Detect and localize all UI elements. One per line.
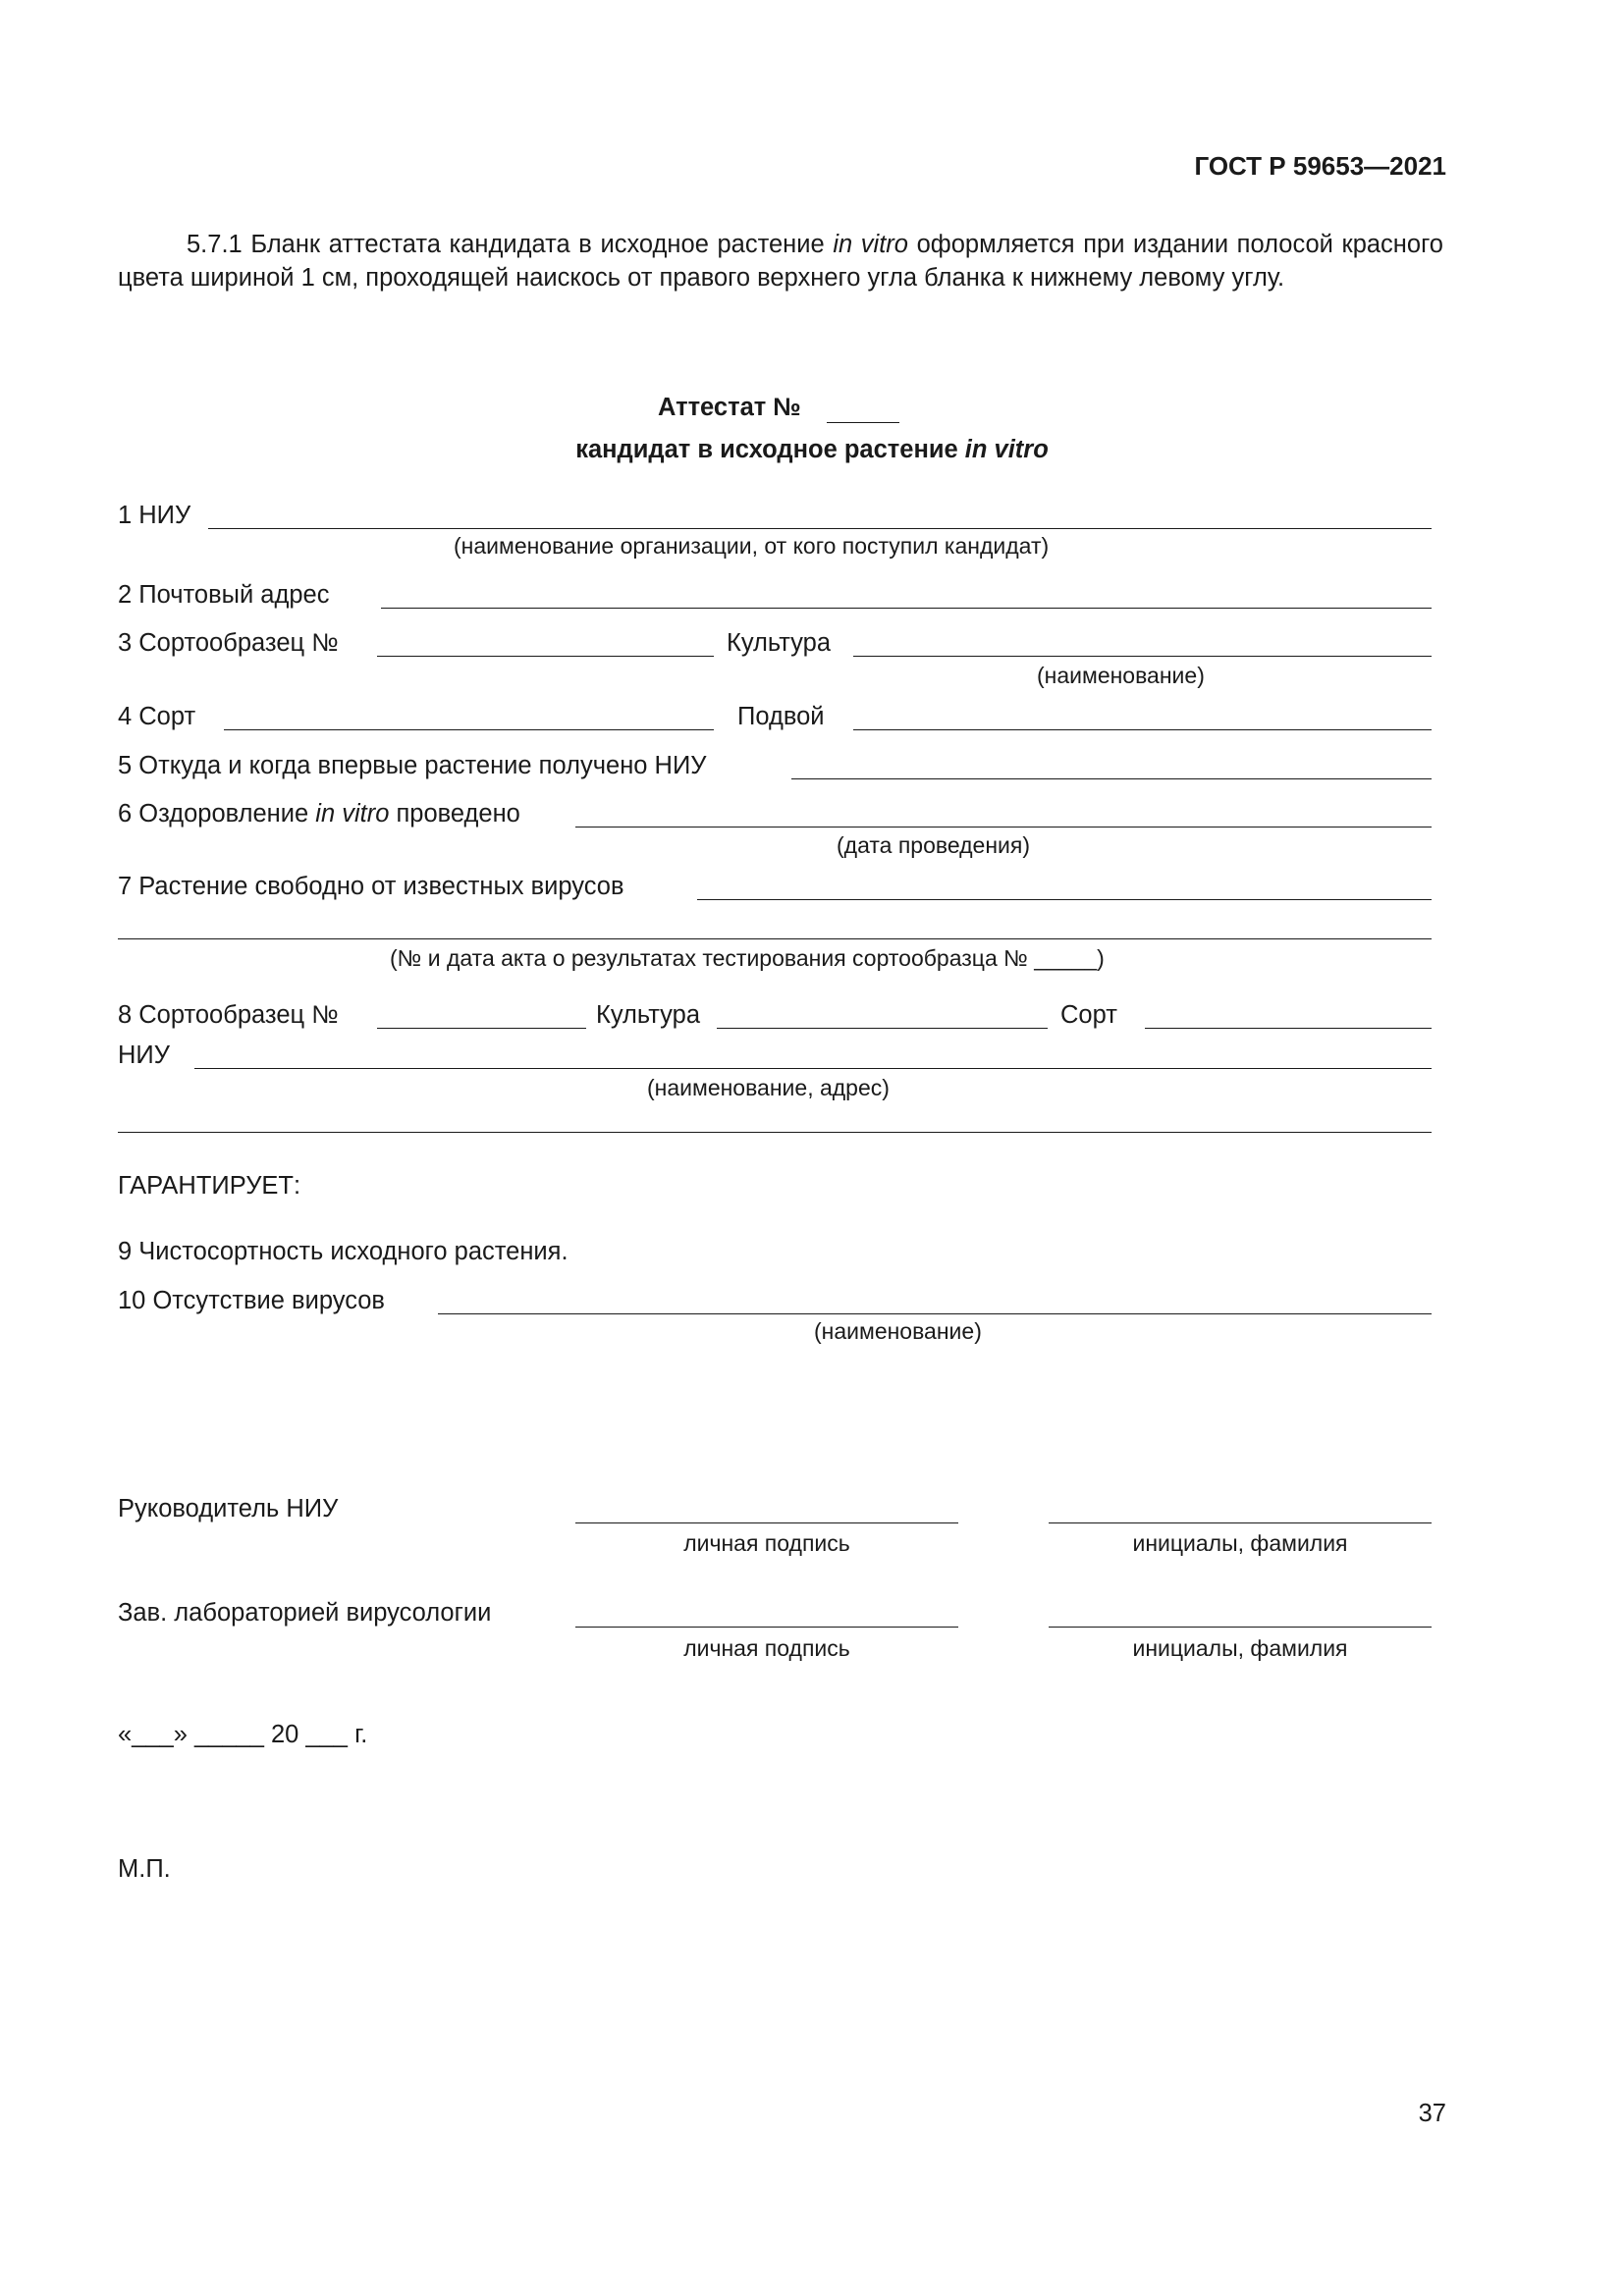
intro-paragraph bbox=[118, 228, 1443, 294]
head-name-input[interactable] bbox=[1049, 1522, 1432, 1523]
field-6-label: 6 Оздоровление in vitro проведено bbox=[118, 800, 520, 828]
head-name-caption: инициалы, фамилия bbox=[1132, 1530, 1348, 1556]
field-8-culture-input[interactable] bbox=[717, 1028, 1048, 1029]
field-2-label: 2 Почтовый адрес bbox=[118, 581, 330, 609]
field-7-caption: (№ и дата акта о результатах тестирования сортообразца № _____) bbox=[390, 945, 1105, 971]
head-signature-label: Руководитель НИУ bbox=[118, 1495, 339, 1522]
field-1-caption: (наименование организации, от кого поступил кандидат) bbox=[454, 533, 1050, 559]
field-1-label: 1 НИУ bbox=[118, 502, 191, 529]
lab-name-caption: инициалы, фамилия bbox=[1132, 1635, 1348, 1661]
lab-signature-input[interactable] bbox=[575, 1627, 958, 1628]
field-3-culture-label: Культура bbox=[727, 629, 832, 657]
lab-name-input[interactable] bbox=[1049, 1627, 1432, 1628]
date-field[interactable]: «___» _____ 20 ___ г. bbox=[118, 1721, 368, 1748]
lab-signature-label: Зав. лабораторией вирусологии bbox=[118, 1599, 492, 1627]
seal-placeholder: М.П. bbox=[118, 1855, 171, 1883]
field-7-label: 7 Растение свободно от известных вирусов bbox=[118, 873, 624, 900]
intro-text-part1: 5.7.1 Бланк аттестата кандидата в исходное растение bbox=[187, 231, 834, 258]
field-4-rootstock-input[interactable] bbox=[853, 729, 1432, 730]
field-8-niu-input[interactable] bbox=[194, 1068, 1432, 1069]
intro-text-part2: оформляется при издании полосой красного цвета шириной 1 см, проходящей наискось от правого верхнего угла бланка к нижнему левому углу. bbox=[118, 231, 1443, 292]
field-6-caption: (дата проведения) bbox=[837, 832, 1030, 858]
field-8-caption: (наименование, адрес) bbox=[647, 1075, 890, 1100]
document-header: ГОСТ Р 59653—2021 bbox=[1194, 151, 1446, 181]
field-5-label: 5 Откуда и когда впервые растение получено НИУ bbox=[118, 752, 707, 779]
head-signature-caption: личная подпись bbox=[683, 1530, 850, 1556]
field-4-rootstock-label: Подвой bbox=[737, 703, 825, 730]
certificate-title bbox=[658, 396, 801, 421]
field-7-virus-free-input[interactable] bbox=[697, 899, 1432, 900]
guarantee-heading: ГАРАНТИРУЕТ: bbox=[118, 1172, 301, 1200]
field-8-label: 8 Сортообразец № bbox=[118, 1001, 339, 1029]
field-10-caption: (наименование) bbox=[814, 1318, 982, 1344]
intro-text-italic: in vitro bbox=[833, 231, 908, 258]
field-8-culture-label: Культура bbox=[596, 1001, 701, 1029]
field-5-origin-input[interactable] bbox=[791, 778, 1432, 779]
field-8-niu-label: НИУ bbox=[118, 1041, 170, 1069]
field-9-label: 9 Чистосортность исходного растения. bbox=[118, 1238, 568, 1265]
field-3-caption: (наименование) bbox=[1037, 663, 1205, 688]
field-8-sort-input[interactable] bbox=[1145, 1028, 1432, 1029]
certificate-title-text: Аттестат № bbox=[658, 394, 801, 421]
field-1-niu-input[interactable] bbox=[208, 528, 1432, 529]
field-8-sort-label: Сорт bbox=[1060, 1001, 1117, 1029]
field-4-sort-input[interactable] bbox=[224, 729, 714, 730]
page-number: 37 bbox=[1418, 2100, 1446, 2127]
field-7-act-input[interactable] bbox=[118, 938, 1432, 939]
certificate-subtitle: кандидат в исходное растение in vitro bbox=[575, 436, 1049, 463]
field-4-label: 4 Сорт bbox=[118, 703, 196, 730]
field-2-address-input[interactable] bbox=[381, 608, 1432, 609]
head-signature-input[interactable] bbox=[575, 1522, 958, 1523]
lab-signature-caption: личная подпись bbox=[683, 1635, 850, 1661]
field-6-date-input[interactable] bbox=[575, 827, 1432, 828]
certificate-number-field[interactable] bbox=[827, 422, 899, 423]
field-10-label: 10 Отсутствие вирусов bbox=[118, 1287, 385, 1314]
field-3-culture-input[interactable] bbox=[853, 656, 1432, 657]
field-3-sample-number-input[interactable] bbox=[377, 656, 714, 657]
field-8-sample-number-input[interactable] bbox=[377, 1028, 586, 1029]
field-3-label: 3 Сортообразец № bbox=[118, 629, 339, 657]
field-10-virus-input[interactable] bbox=[438, 1313, 1432, 1314]
field-8-address-input[interactable] bbox=[118, 1132, 1432, 1133]
